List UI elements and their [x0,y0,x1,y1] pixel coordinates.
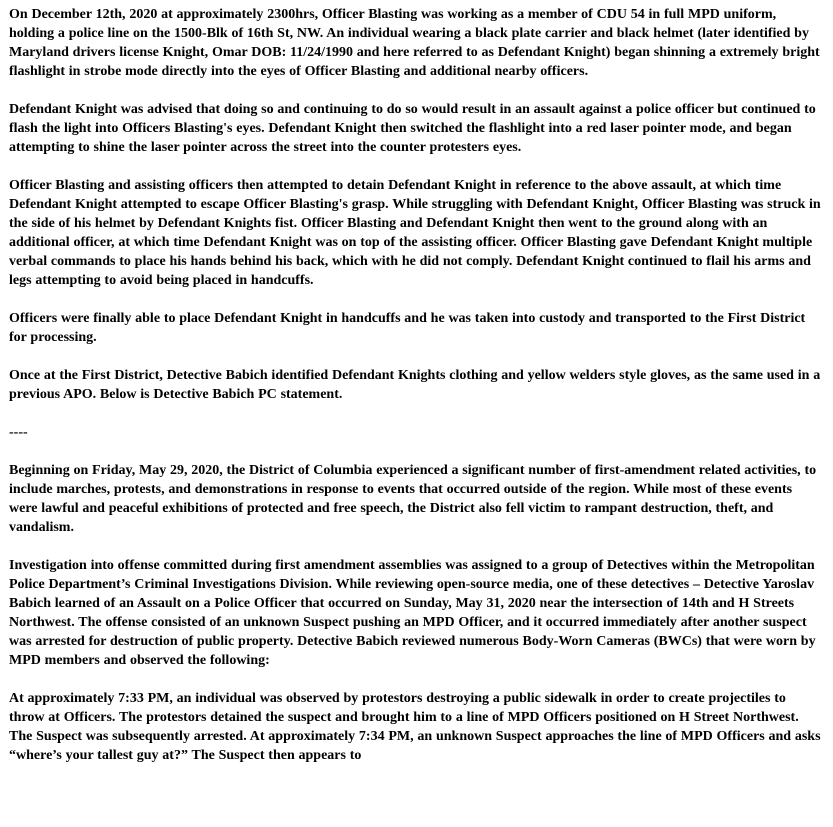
paragraph-identification: Once at the First District, Detective Babich identified Defendant Knights clothing and yellow welders style gloves, as the same used in a previous APO. Below is Detective Babich PC statement. [9,368,821,402]
paragraph-incident-intro: On December 12th, 2020 at approximately 2300hrs, Officer Blasting was working as a member of CDU 54 in full MPD uniform, holding a police line on the 1500-Blk of 16th St, NW. An individual wearing a black plate carrier and black helmet (later identified by Maryland drivers license Knight, Omar DOB: 11/24/1990 and here referred to as Defendant Knight) began shinning a extremely bright flashlight in strobe mode directly into the eyes of Officer Blasting and additional nearby officers. [9,7,820,79]
paragraph-detention-struggle: Officer Blasting and assisting officers then attempted to detain Defendant Knight in reference to the above assault, at which time Defendant Knight attempted to escape Officer Blasting's grasp. While struggling with Defendant Knight, Officer Blasting was struck in the side of his helmet by Defendant Knights fist. Officer Blasting and Defendant Knight then went to the ground along with an additional officer, at which time Defendant Knight was on top of the assisting officer. Officer Blasting gave Defendant Knight multiple verbal commands to place his hands behind his back, which with he did not comply. Defendant Knight continued to flail his arms and legs attempting to avoid being placed in handcuffs. [9,178,821,288]
separator-dashes: ---- [9,425,28,440]
paragraph-custody-transport: Officers were finally able to place Defendant Knight in handcuffs and he was taken into custody and transported to the First District for processing. [9,311,806,345]
paragraph-investigation-assignment: Investigation into offense committed during first amendment assemblies was assigned to a group of Detectives within the Metropolitan Police Department’s Criminal Investigations Division. While reviewing open-source media, one of these detectives – Detective Yaroslav Babich learned of an Assault on a Police Officer that occurred on Sunday, May 31, 2020 near the intersection of 14th and H Streets Northwest. The offense consisted of an unknown Suspect pushing an MPD Officer, and it occurred immediately after another suspect was arrested for destruction of public property. Detective Babich reviewed numerous Body-Worn Cameras (BWCs) that were worn by MPD members and observed the following: [9,558,816,668]
paragraph-background-may2020: Beginning on Friday, May 29, 2020, the District of Columbia experienced a significant number of first-amendment related activities, to include marches, protests, and demonstrations in response to events that occurred outside of the region. While most of these events were lawful and peaceful exhibitions of protected and free speech, the District also fell victim to rampant destruction, theft, and vandalism. [9,463,817,535]
paragraph-bwc-observations: At approximately 7:33 PM, an individual was observed by protestors destroying a public sidewalk in order to create projectiles to throw at Officers. The protestors detained the suspect and brought him to a line of MPD Officers positioned on H Street Northwest. The Suspect was subsequently arrested. At approximately 7:34 PM, an unknown Suspect approaches the line of MPD Officers and asks “where’s your tallest guy at?” The Suspect then appears to [9,691,821,763]
paragraph-warning-laser: Defendant Knight was advised that doing so and continuing to do so would result in an assault against a police officer but continued to flash the light into Officers Blasting's eyes. Defendant Knight then switched the flashlight into a red laser pointer mode, and began attempting to shine the laser pointer across the street into the counter protesters eyes. [9,102,816,155]
